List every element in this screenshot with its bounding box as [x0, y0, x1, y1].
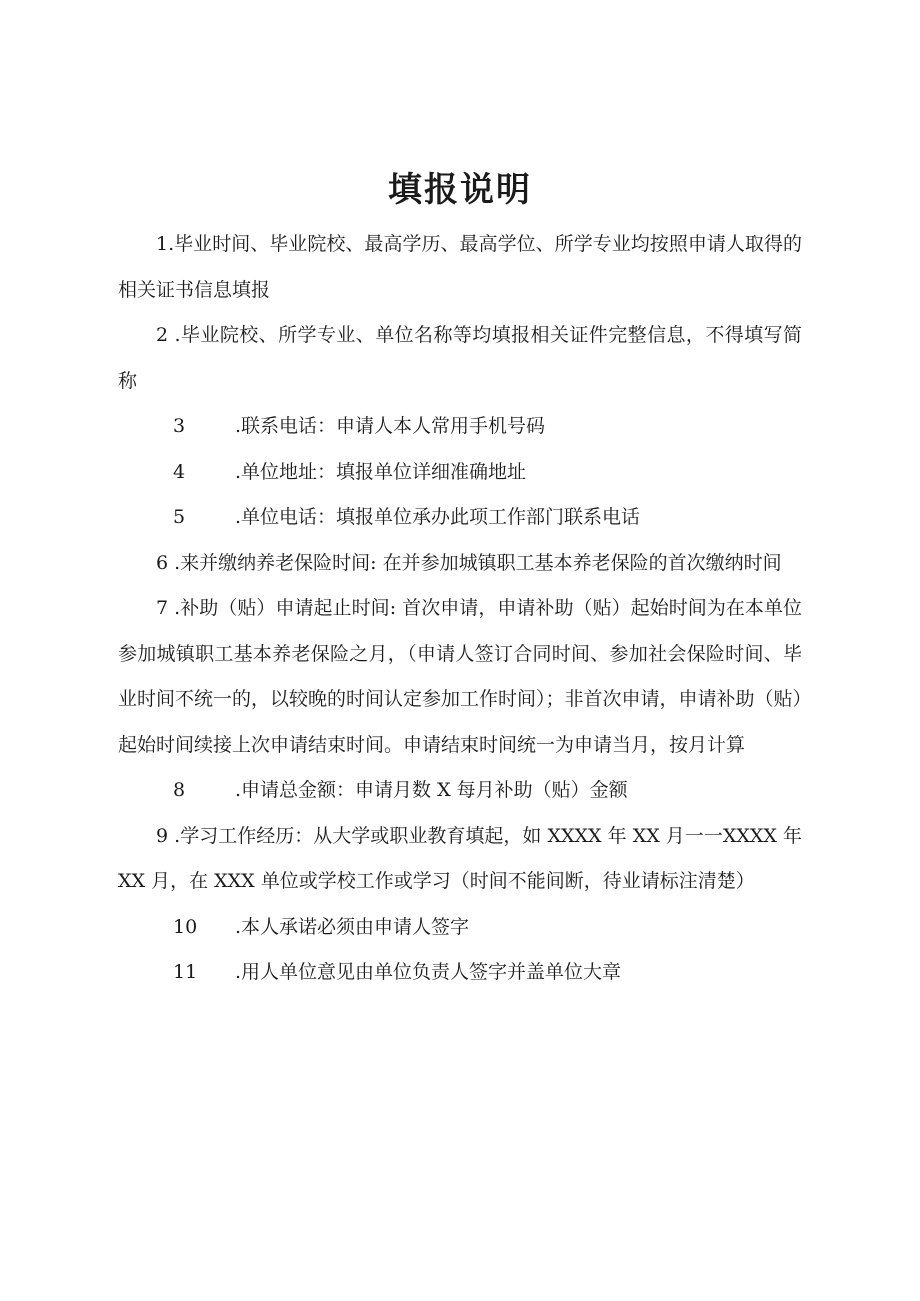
item-number: 3	[173, 415, 186, 437]
instruction-item-8	[118, 768, 802, 814]
item-text: .单位地址：填报单位详细准确地址	[235, 460, 527, 483]
item-number: 4	[173, 460, 186, 483]
item-text: .单位电话：填报单位承办此项工作部门联系电话	[235, 506, 641, 528]
instruction-item-4	[118, 450, 802, 496]
item-number: 10	[173, 915, 198, 938]
item-text: .本人承诺必须由申请人签字	[235, 915, 470, 938]
item-text: .申请总金额：申请月数 X 每月补助（贴）金额	[235, 779, 628, 801]
item-number: 11	[173, 961, 198, 983]
instruction-item-1: 1.毕业时间、毕业院校、最高学历、最高学位、所学专业均按照申请人取得的相关证书信息填报	[118, 233, 802, 301]
instruction-item-9: 9 .学习工作经历：从大学或职业教育填起，如 XXXX 年 XX 月一一XXXX 年 XX 月，在 XXX 单位或学校工作或学习（时间不能间断，待业请标注清楚）	[118, 824, 802, 892]
item-text: .联系电话：申请人本人常用手机号码	[235, 415, 546, 437]
instruction-item-5	[118, 495, 802, 541]
instruction-list	[118, 222, 802, 996]
page-title: 填报说明	[388, 170, 532, 210]
instruction-item-3	[118, 404, 802, 450]
item-number: 8	[173, 779, 186, 801]
item-number: 5	[173, 506, 186, 528]
instruction-item-10	[118, 905, 802, 951]
instruction-item-11	[118, 950, 802, 996]
instruction-item-7: 7 .补助（贴）申请起止时间: 首次申请，申请补助（贴）起始时间为在本单位参加城镇职工基本养老保险之月，（申请人签订合同时间、参加社会保险时间、毕业时间不统一的，以较晚的时间认定参加工作时间）；非首次申请，申请补助（贴）起始时间续接上次申请结束时间。申请结束时间统一为申请当月，按月计算	[118, 597, 803, 756]
instruction-item-6: 6 .来并缴纳养老保险时间: 在并参加城镇职工基本养老保险的首次缴纳时间	[156, 551, 782, 574]
instruction-item-2: 2 .毕业院校、所学专业、单位名称等均填报相关证件完整信息，不得填写简称	[118, 324, 802, 392]
item-text: .用人单位意见由单位负责人签字并盖单位大章	[235, 961, 622, 983]
